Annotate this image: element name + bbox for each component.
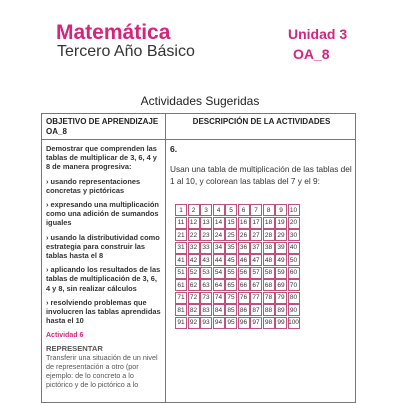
- grid-cell[interactable]: 62: [188, 279, 200, 291]
- objective-item: › usando representaciones concretas y pictóricas: [46, 176, 141, 195]
- grid-cell[interactable]: 90: [288, 304, 300, 316]
- objective-column-header: OBJETIVO DE APRENDIZAJE OA_8: [46, 117, 159, 136]
- grid-cell[interactable]: 8: [263, 204, 275, 216]
- grid-cell[interactable]: 34: [213, 242, 225, 254]
- grid-cell[interactable]: 60: [288, 267, 300, 279]
- grid-cell[interactable]: 36: [238, 242, 250, 254]
- grid-cell[interactable]: 66: [238, 279, 250, 291]
- grid-cell[interactable]: 16: [238, 217, 250, 229]
- grid-cell[interactable]: 100: [288, 317, 300, 329]
- grid-cell[interactable]: 24: [213, 229, 225, 241]
- grid-cell[interactable]: 97: [250, 317, 262, 329]
- objective-item: › aplicando los resultados de las tablas de multiplicación de 3, 6, 4 y 8, sin realizar cálculos: [46, 265, 161, 293]
- grid-cell[interactable]: 41: [175, 254, 187, 266]
- grid-cell[interactable]: 92: [188, 317, 200, 329]
- grid-cell[interactable]: 47: [250, 254, 262, 266]
- grid-cell[interactable]: 49: [275, 254, 287, 266]
- grid-cell[interactable]: 35: [225, 242, 237, 254]
- grid-cell[interactable]: 23: [200, 229, 212, 241]
- grid-cell[interactable]: 93: [200, 317, 212, 329]
- grid-cell[interactable]: 3: [200, 204, 212, 216]
- grid-cell[interactable]: 96: [238, 317, 250, 329]
- page-header: [0, 0, 400, 70]
- grid-cell[interactable]: 21: [175, 229, 187, 241]
- grid-cell[interactable]: 65: [225, 279, 237, 291]
- grid-cell[interactable]: 9: [275, 204, 287, 216]
- subject-title: Matemática: [56, 21, 171, 44]
- column-divider: [165, 114, 166, 402]
- grid-cell[interactable]: 44: [213, 254, 225, 266]
- hundred-grid: [175, 204, 300, 329]
- grid-cell[interactable]: 94: [213, 317, 225, 329]
- grid-cell[interactable]: 76: [238, 292, 250, 304]
- grid-cell[interactable]: 27: [250, 229, 262, 241]
- grid-cell[interactable]: 43: [200, 254, 212, 266]
- grid-cell[interactable]: 26: [238, 229, 250, 241]
- grid-cell[interactable]: 33: [200, 242, 212, 254]
- grid-cell[interactable]: 25: [225, 229, 237, 241]
- grid-cell[interactable]: 71: [175, 292, 187, 304]
- activity-label: Actividad 6: [46, 332, 84, 340]
- objective-cell: [46, 144, 162, 389]
- grid-cell[interactable]: 40: [288, 242, 300, 254]
- grid-cell[interactable]: 20: [288, 217, 300, 229]
- grid-cell[interactable]: 5: [225, 204, 237, 216]
- grade-subtitle: Tercero Año Básico: [57, 43, 195, 60]
- grid-cell[interactable]: 46: [238, 254, 250, 266]
- grid-cell[interactable]: 2: [188, 204, 200, 216]
- activity-name: REPRESENTAR: [46, 343, 103, 353]
- grid-cell[interactable]: 59: [275, 267, 287, 279]
- objective-item: › expresando una multiplicación como una adición de sumandos iguales: [46, 200, 159, 228]
- grid-cell[interactable]: 72: [188, 292, 200, 304]
- grid-cell[interactable]: 53: [200, 267, 212, 279]
- grid-cell[interactable]: 50: [288, 254, 300, 266]
- description-column-header: DESCRIPCIÓN DE LA ACTIVIDADES: [192, 117, 331, 126]
- grid-cell[interactable]: 1: [175, 204, 187, 216]
- grid-cell[interactable]: 68: [263, 279, 275, 291]
- grid-cell[interactable]: 38: [263, 242, 275, 254]
- objective-intro: Demostrar que comprenden las tablas de multiplicar de 3, 6, 4 y 8 de manera progresiva:: [46, 144, 157, 172]
- activity-text: Transferir una situación de un nivel de representación a otro (por ejemplo: de lo concreto a lo pictórico y de lo pictórico a lo: [46, 352, 158, 389]
- grid-cell[interactable]: 45: [225, 254, 237, 266]
- grid-cell[interactable]: 37: [250, 242, 262, 254]
- grid-cell[interactable]: 78: [263, 292, 275, 304]
- grid-cell[interactable]: 82: [188, 304, 200, 316]
- grid-cell[interactable]: 95: [225, 317, 237, 329]
- grid-cell[interactable]: 79: [275, 292, 287, 304]
- grid-cell[interactable]: 84: [213, 304, 225, 316]
- objective-item: › usando la distributividad como estrategia para construir las tablas hasta el 8: [46, 232, 160, 261]
- grid-cell[interactable]: 81: [175, 304, 187, 316]
- grid-cell[interactable]: 30: [288, 229, 300, 241]
- grid-cell[interactable]: 56: [238, 267, 250, 279]
- grid-cell[interactable]: 18: [263, 217, 275, 229]
- grid-cell[interactable]: 42: [188, 254, 200, 266]
- grid-cell[interactable]: 31: [175, 242, 187, 254]
- grid-cell[interactable]: 67: [250, 279, 262, 291]
- oa-label: OA_8: [293, 46, 330, 62]
- grid-cell[interactable]: 58: [263, 267, 275, 279]
- grid-cell[interactable]: 86: [238, 304, 250, 316]
- grid-cell[interactable]: 89: [275, 304, 287, 316]
- grid-cell[interactable]: 64: [213, 279, 225, 291]
- grid-cell[interactable]: 88: [263, 304, 275, 316]
- grid-cell[interactable]: 83: [200, 304, 212, 316]
- grid-cell[interactable]: 32: [188, 242, 200, 254]
- grid-cell[interactable]: 54: [213, 267, 225, 279]
- description-cell: [170, 144, 355, 326]
- grid-cell[interactable]: 11: [175, 217, 187, 229]
- grid-cell[interactable]: 39: [275, 242, 287, 254]
- task-number: 6.: [170, 144, 178, 154]
- grid-cell[interactable]: 91: [175, 317, 187, 329]
- grid-cell[interactable]: 55: [225, 267, 237, 279]
- grid-cell[interactable]: 14: [213, 217, 225, 229]
- grid-cell[interactable]: 4: [213, 204, 225, 216]
- grid-cell[interactable]: 98: [263, 317, 275, 329]
- grid-cell[interactable]: 87: [250, 304, 262, 316]
- grid-cell[interactable]: 28: [263, 229, 275, 241]
- grid-cell[interactable]: 13: [200, 217, 212, 229]
- grid-cell[interactable]: 61: [175, 279, 187, 291]
- grid-cell[interactable]: 10: [288, 204, 300, 216]
- objective-item: › resolviendo problemas que involucren las tablas aprendidas hasta el 10: [46, 297, 161, 326]
- task-instruction: Usan una tabla de multiplicación de las tablas del 1 al 10, y colorean las tablas del 7 y el 9:: [170, 164, 352, 186]
- grid-cell[interactable]: 69: [275, 279, 287, 291]
- grid-cell[interactable]: 22: [188, 229, 200, 241]
- grid-cell[interactable]: 63: [200, 279, 212, 291]
- grid-cell[interactable]: 51: [175, 267, 187, 279]
- header-divider: [42, 139, 355, 140]
- grid-cell[interactable]: 17: [250, 217, 262, 229]
- grid-cell[interactable]: 80: [288, 292, 300, 304]
- grid-cell[interactable]: 85: [225, 304, 237, 316]
- grid-cell[interactable]: 19: [275, 217, 287, 229]
- grid-cell[interactable]: 99: [275, 317, 287, 329]
- grid-cell[interactable]: 70: [288, 279, 300, 291]
- grid-cell[interactable]: 73: [200, 292, 212, 304]
- grid-cell[interactable]: 29: [275, 229, 287, 241]
- grid-cell[interactable]: 6: [238, 204, 250, 216]
- unit-label: Unidad 3: [288, 26, 348, 42]
- grid-cell[interactable]: 48: [263, 254, 275, 266]
- section-title: Actividades Sugeridas: [140, 94, 260, 108]
- grid-cell[interactable]: 52: [188, 267, 200, 279]
- grid-cell[interactable]: 57: [250, 267, 262, 279]
- grid-cell[interactable]: 77: [250, 292, 262, 304]
- activities-table: [41, 113, 356, 403]
- grid-cell[interactable]: 15: [225, 217, 237, 229]
- grid-cell[interactable]: 7: [250, 204, 262, 216]
- grid-cell[interactable]: 75: [225, 292, 237, 304]
- grid-cell[interactable]: 12: [188, 217, 200, 229]
- grid-cell[interactable]: 74: [213, 292, 225, 304]
